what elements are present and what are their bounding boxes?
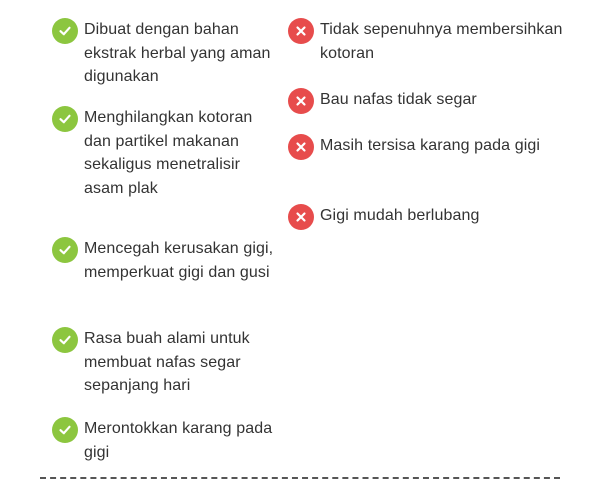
benefit-item [52,106,274,200]
benefit-text: Menghilangkan kotoran dan partikel makanan sekaligus menetralisir asam plak [84,109,253,197]
x-circle-icon [288,18,314,44]
benefit-text: Rasa buah alami untuk membuat nafas segar sepanjang hari [84,330,250,394]
benefit-text: Dibuat dengan bahan ekstrak herbal yang aman digunakan [84,21,271,85]
check-circle-icon [52,18,78,44]
benefit-item [52,18,274,89]
benefit-text: Merontokkan karang pada gigi [84,420,273,461]
drawback-item [288,88,580,114]
benefit-item [52,327,274,398]
check-circle-icon [52,417,78,443]
check-circle-icon [52,327,78,353]
drawback-text: Bau nafas tidak segar [320,91,477,108]
check-circle-icon [52,237,78,263]
drawback-item [288,18,580,65]
check-circle-icon [52,106,78,132]
drawback-text: Gigi mudah berlubang [320,207,480,224]
benefit-item [52,237,274,284]
x-circle-icon [288,134,314,160]
dashed-divider [40,477,560,479]
benefit-item [52,417,274,464]
drawback-text: Tidak sepenuhnya membersihkan kotoran [320,21,563,62]
benefit-text: Mencegah kerusakan gigi, memperkuat gigi dan gusi [84,240,274,281]
drawback-text: Masih tersisa karang pada gigi [320,137,541,154]
x-circle-icon [288,88,314,114]
drawback-item [288,134,580,160]
drawback-item [288,204,580,230]
x-circle-icon [288,204,314,230]
